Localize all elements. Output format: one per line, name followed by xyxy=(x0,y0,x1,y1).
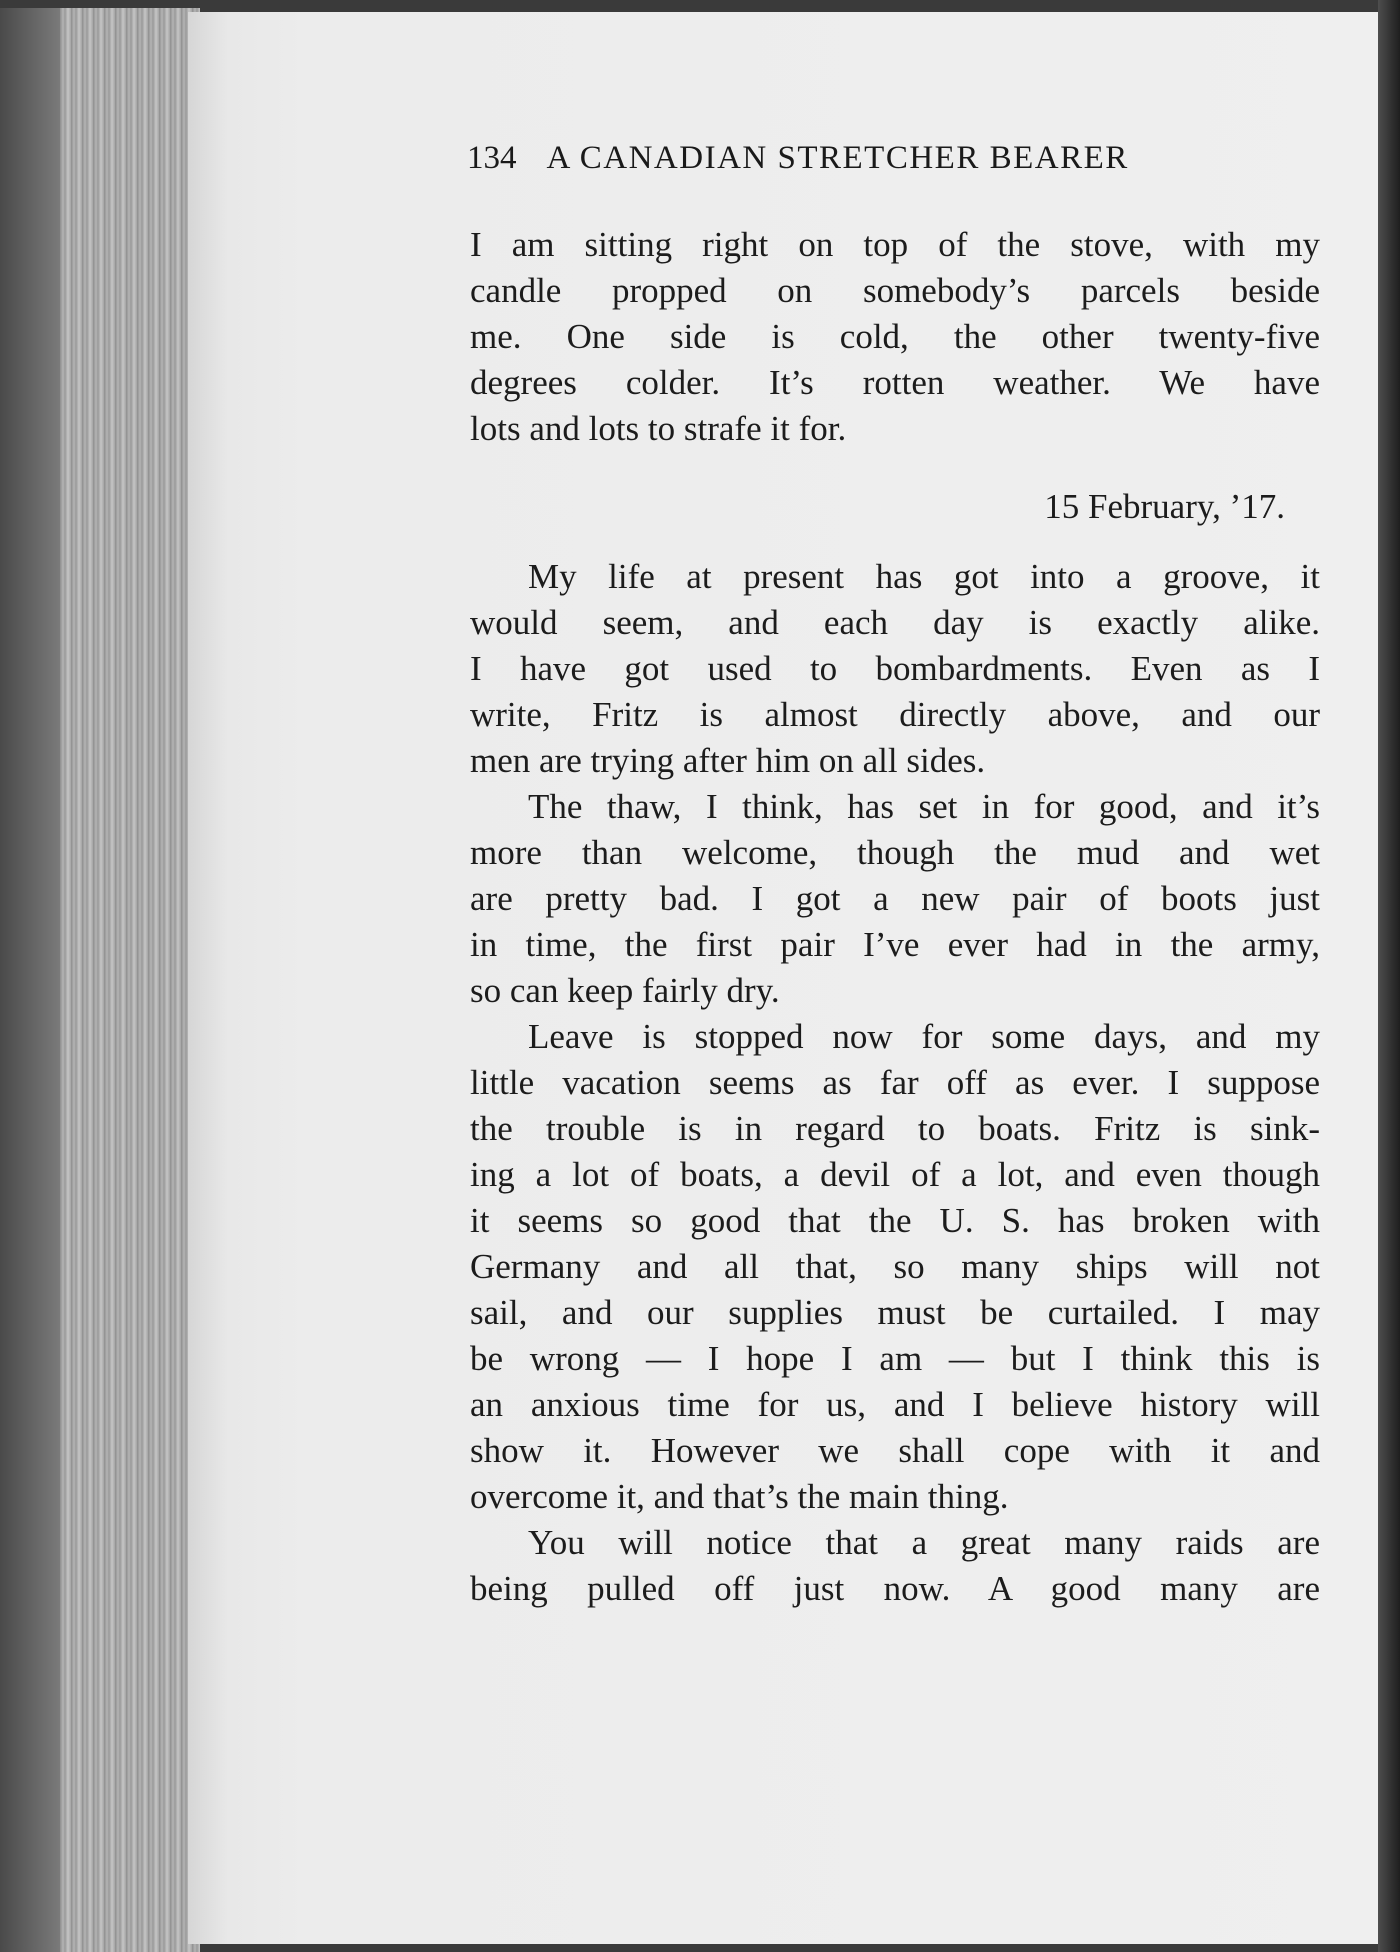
text-line: so can keep fairly dry. xyxy=(470,971,780,1010)
text-line: write, Fritz is almost directly above, and our xyxy=(470,695,1320,734)
text-line: an anxious time for us, and I believe history will xyxy=(470,1385,1320,1424)
text-line: lots and lots to strafe it for. xyxy=(470,409,847,448)
text-line: Germany and all that, so many ships will not xyxy=(470,1247,1320,1286)
text-line: are pretty bad. I got a new pair of boots just xyxy=(470,879,1320,918)
text-line: The thaw, I think, has set in for good, and it’s xyxy=(528,787,1320,826)
text-line: overcome it, and that’s the main thing. xyxy=(470,1477,1009,1516)
text-line: I have got used to bombardments. Even as I xyxy=(470,649,1320,688)
text-line: in time, the first pair I’ve ever had in the army, xyxy=(470,925,1320,964)
text-line: me. One side is cold, the other twenty-five xyxy=(470,317,1320,356)
text-line: would seem, and each day is exactly alike. xyxy=(470,603,1320,642)
dateline: 15 February, ’17. xyxy=(1044,487,1285,526)
text-line: more than welcome, though the mud and wet xyxy=(470,833,1320,872)
text-line: degrees colder. It’s rotten weather. We have xyxy=(470,363,1320,402)
book-right-shadow xyxy=(1378,0,1400,1952)
text-line: sail, and our supplies must be curtailed. I may xyxy=(470,1293,1320,1332)
text-line: be wrong — I hope I am — but I think this is xyxy=(470,1339,1320,1378)
text-line: being pulled off just now. A good many are xyxy=(470,1569,1320,1608)
text-line: show it. However we shall cope with it and xyxy=(470,1431,1320,1470)
text-line: You will notice that a great many raids are xyxy=(528,1523,1320,1562)
text-line: Leave is stopped now for some days, and my xyxy=(528,1017,1320,1056)
running-head xyxy=(467,140,1327,177)
text-line: men are trying after him on all sides. xyxy=(470,741,986,780)
running-title: A CANADIAN STRETCHER BEARER xyxy=(546,140,1129,176)
text-line: My life at present has got into a groove, it xyxy=(528,557,1320,596)
page-stack-edges xyxy=(60,8,200,1952)
text-line: candle propped on somebody’s parcels beside xyxy=(470,271,1320,310)
page-number: 134 xyxy=(467,140,517,176)
text-line: little vacation seems as far off as ever. I suppose xyxy=(470,1063,1320,1102)
text-line: I am sitting right on top of the stove, with my xyxy=(470,225,1320,264)
text-line: the trouble is in regard to boats. Fritz is sink- xyxy=(470,1109,1320,1148)
text-line: ing a lot of boats, a devil of a lot, and even though xyxy=(470,1155,1320,1194)
text-line: it seems so good that the U. S. has broken with xyxy=(470,1201,1320,1240)
